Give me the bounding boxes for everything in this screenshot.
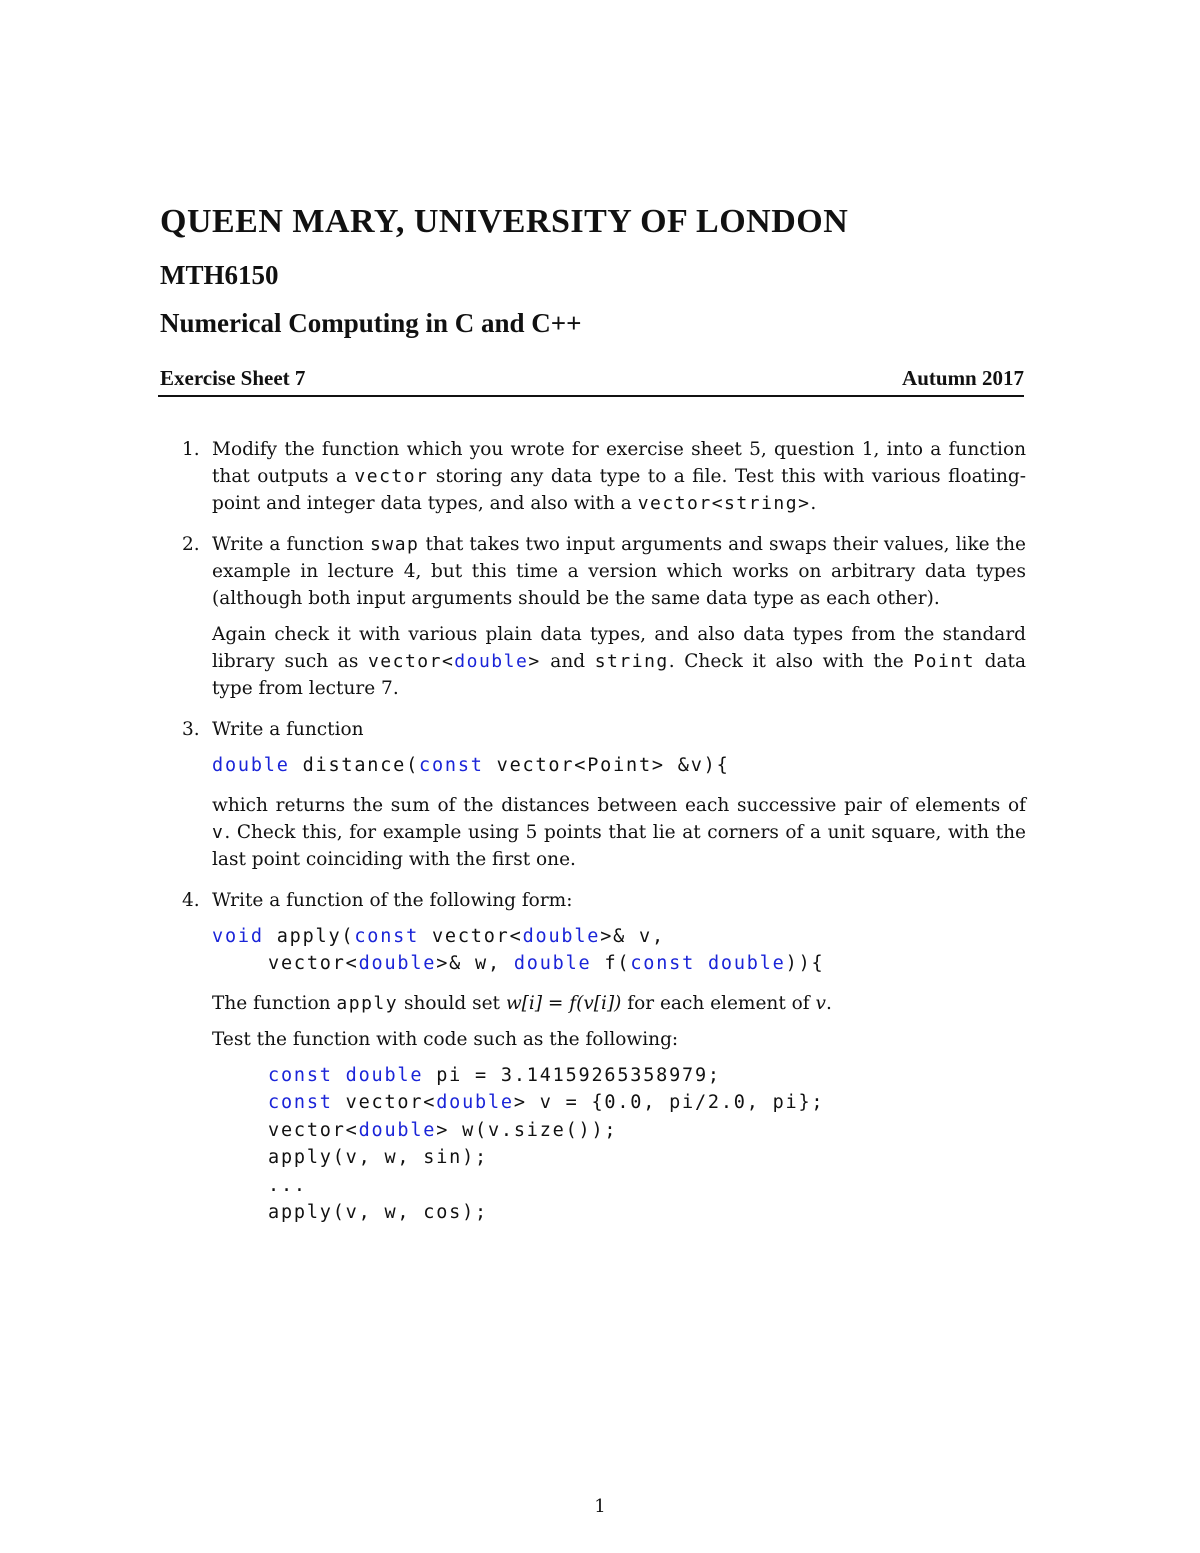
code-line: void apply(const vector<double>& v, (212, 925, 665, 947)
question-2 (160, 531, 1026, 702)
question-text: Write a function (212, 719, 364, 740)
inline-code: swap (370, 534, 420, 555)
question-number: 2. (182, 534, 200, 555)
inline-code: vector<double> (367, 651, 541, 672)
code-block (212, 923, 1026, 978)
question-text: Write a function of the following form: (212, 889, 573, 911)
question-text: which returns the sum of the distances between each successive pair of elements of v. Check this, for example using 5 points that lie at corners of a unit square, with the last point coinciding with the first one. (212, 794, 1026, 870)
question-4 (160, 887, 1026, 1227)
question-text: Again check it with various plain data types, and also data types from the standard library such as vector<double> and string. Check it also with the Point data type from lecture 7. (212, 624, 1026, 699)
test-code-block (212, 1062, 1026, 1227)
inline-code: vector (354, 466, 429, 487)
question-1 (160, 436, 1026, 517)
inline-code: Point (913, 651, 976, 672)
header-rule (158, 395, 1024, 397)
math-expression: w[i] = f(v[i]) (505, 992, 622, 1014)
question-list (160, 436, 1026, 1241)
module-code: MTH6150 (160, 260, 279, 290)
code-line: ... (268, 1174, 307, 1196)
math-expression: v (815, 992, 826, 1014)
sheet-label: Exercise Sheet 7 (160, 366, 306, 390)
code-block: double distance(const vector<Point> &v){ (212, 755, 730, 776)
code-line: const vector<double> v = {0.0, pi/2.0, pi}; (268, 1092, 825, 1113)
inline-code: string (594, 651, 669, 672)
question-number: 4. (182, 889, 200, 911)
question-number: 3. (182, 719, 200, 740)
question-text: Modify the function which you wrote for exercise sheet 5, question 1, into a function that outputs a vector storing any data type to a file. Test this with various floating-point and integer data types, and also with a vector<string>. (212, 439, 1026, 514)
question-3 (160, 716, 1026, 873)
code-line: vector<double>& w, double f(const double)){ (268, 953, 825, 974)
question-text: Test the function with code such as the following: (212, 1028, 679, 1050)
page-number: 1 (594, 1496, 606, 1517)
term-label: Autumn 2017 (902, 366, 1024, 390)
university-title: QUEEN MARY, UNIVERSITY OF LONDON (160, 203, 849, 240)
question-text: Write a function swap that takes two input arguments and swaps their values, like the example in lecture 4, but this time a version which works on arbitrary data types (although both input arguments should be the same data type as each other). (212, 534, 1026, 609)
module-title: Numerical Computing in C and C++ (160, 308, 582, 338)
code-line: apply(v, w, cos); (268, 1202, 488, 1223)
inline-code: apply (336, 992, 399, 1014)
code-line: const double pi = 3.14159265358979; (268, 1064, 721, 1086)
inline-code: vector<string> (637, 493, 811, 514)
inline-code: v (212, 821, 225, 843)
code-line: apply(v, w, sin); (268, 1147, 488, 1168)
code-line: vector<double> w(v.size()); (268, 1119, 618, 1141)
question-text: The function apply should set w[i] = f(v[i]) for each element of v. (212, 992, 832, 1014)
question-number: 1. (182, 439, 200, 460)
